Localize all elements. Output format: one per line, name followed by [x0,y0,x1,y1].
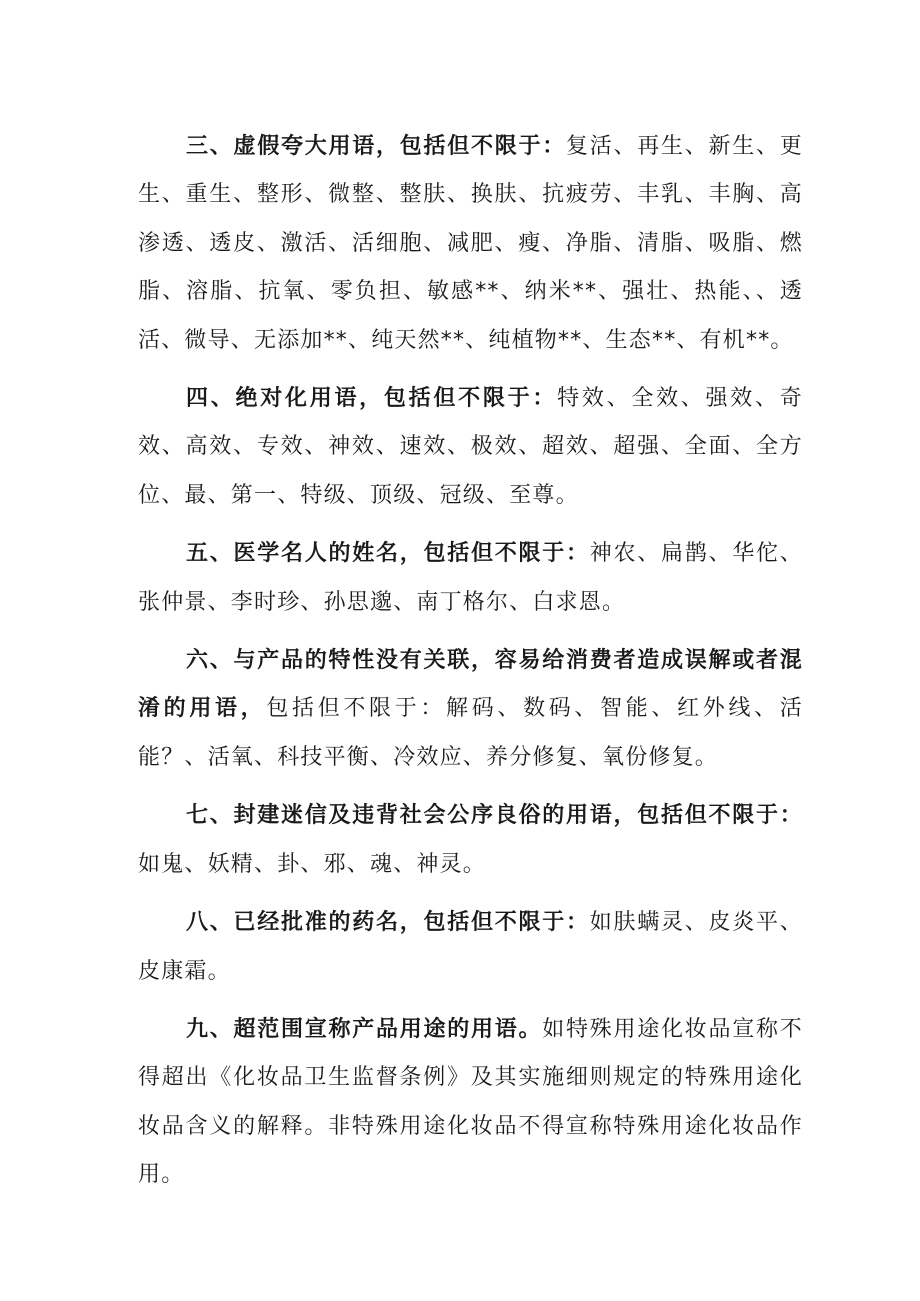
section-6-heading: 六、与产品的特性没有关联，容易给消费者造成误解或者混淆的用语， [138,648,803,722]
section-8-text: 如肤螨灵、皮炎平、皮康霜。 [138,910,803,984]
section-3-heading: 三、虚假夸大用语，包括但不限于： [186,134,567,159]
section-9-heading: 九、超范围宣称产品用途的用语。 [186,1016,543,1042]
section-9-text: 如特殊用途化妆品宣称不得超出《化妆品卫生监督条例》及其实施细则规定的特殊用途化妆品含义的解释。非特殊用途化妆品不得宣称特殊用途化妆品作用。 [138,1016,803,1188]
section-4-heading: 四、绝对化用语，包括但不限于： [186,386,558,412]
section-6 [138,637,803,782]
section-4 [138,375,803,520]
section-5 [138,530,803,627]
section-5-heading: 五、医学名人的姓名，包括但不限于： [186,541,590,567]
section-9 [138,1006,803,1200]
section-4-text: 特效、全效、强效、奇效、高效、专效、神效、速效、极效、超效、超强、全面、全方位、最、第一、特级、顶级、冠级、至尊。 [138,386,803,508]
section-8 [138,899,803,996]
section-7 [138,792,803,889]
document-body [138,123,803,1200]
section-3-text: 复活、再生、新生、更生、重生、整形、微整、整肤、换肤、抗疲劳、丰乳、丰胸、高渗透、透皮、激活、活细胞、减肥、瘦、净脂、清脂、吸脂、燃脂、溶脂、抗氧、零负担、敏感**、纳米**、强壮、热能、、透活、微导、无添加**、纯天然**、纯植物**、生态**、有机**。 [138,134,803,353]
section-6-text: 包括但不限于：解码、数码、智能、红外线、活能？、活氧、科技平衡、冷效应、养分修复、氧份修复。 [138,696,803,770]
section-7-heading: 七、封建迷信及违背社会公序良俗的用语，包括但不限于： [186,803,803,829]
section-3 [138,123,803,365]
section-5-text: 神农、扁鹊、华佗、张仲景、李时珍、孙思邈、南丁格尔、白求恩。 [138,541,803,615]
section-8-heading: 八、已经批准的药名，包括但不限于： [186,910,590,936]
section-7-text: 如鬼、妖精、卦、邪、魂、神灵。 [138,851,487,877]
